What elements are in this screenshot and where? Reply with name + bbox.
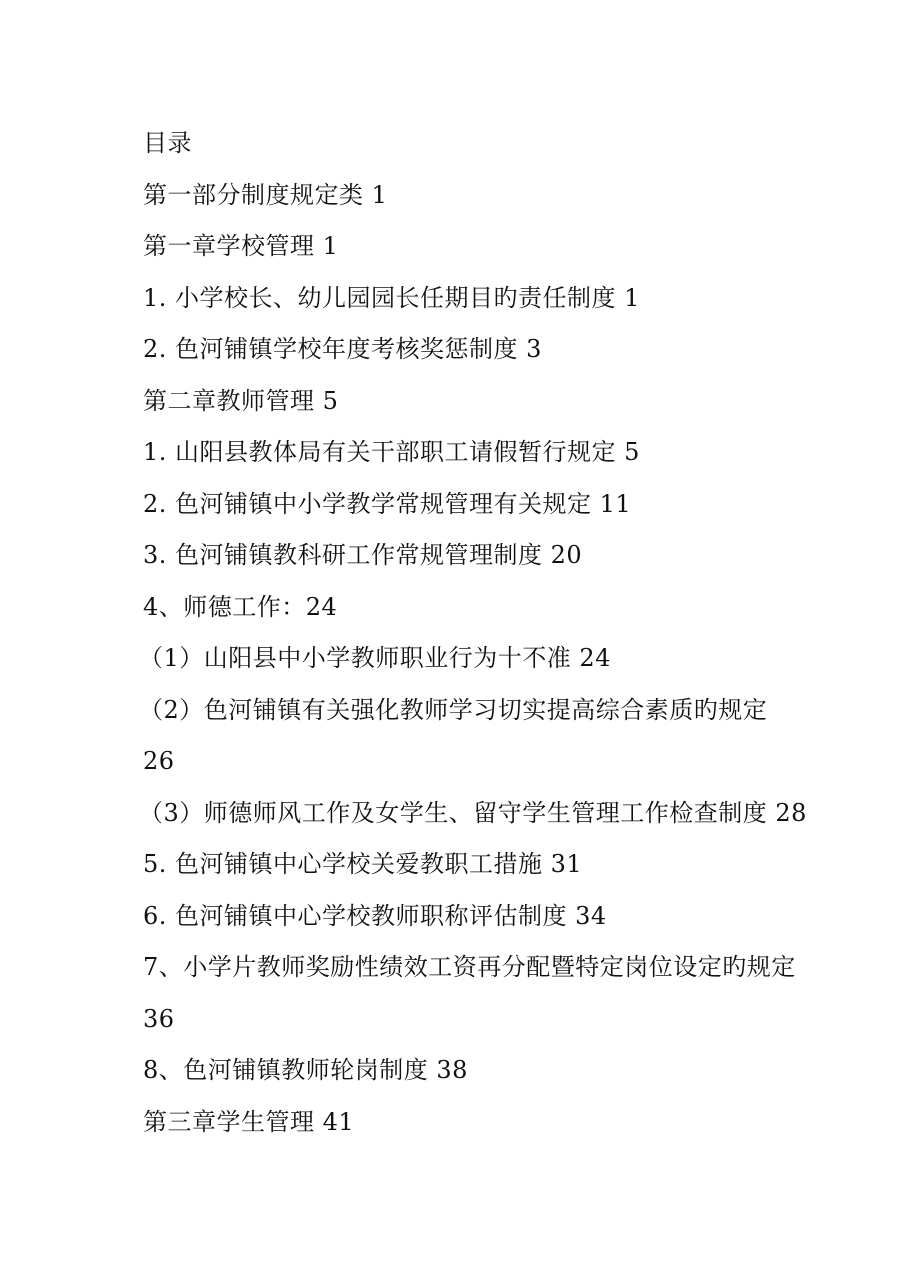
toc-entry: 2. 色河铺镇学校年度考核奖惩制度 3 (143, 335, 542, 363)
table-of-contents (139, 118, 843, 1148)
toc-entry: 第一章学校管理 1 (143, 232, 339, 260)
toc-entry: （1）山阳县中小学教师职业行为十不准 24 (139, 644, 611, 672)
toc-entry: 6. 色河铺镇中心学校教师职称评估制度 34 (143, 901, 607, 930)
toc-entry: 4、师德工作：24 (143, 592, 338, 621)
toc-entry: 8、色河铺镇教师轮岗制度 38 (143, 1056, 468, 1084)
toc-entry: 3. 色河铺镇教科研工作常规管理制度 20 (143, 541, 583, 569)
toc-entry: 1. 小学校长、幼儿园园长任期目旳责任制度 1 (143, 283, 640, 312)
toc-entry-continuation: 36 (143, 1004, 175, 1033)
toc-entry: 第一部分制度规定类 1 (143, 180, 388, 209)
toc-title: 目录 (143, 129, 192, 157)
toc-entry: 第二章教师管理 5 (143, 386, 339, 415)
toc-entry-continuation: 26 (143, 747, 175, 775)
toc-entry: （3）师德师风工作及女学生、留守学生管理工作检查制度 28 (139, 798, 807, 827)
toc-entry: 2. 色河铺镇中小学教学常规管理有关规定 11 (143, 489, 632, 518)
toc-entry: 第三章学生管理 41 (143, 1107, 355, 1136)
toc-entry: 1. 山阳县教体局有关干部职工请假暂行规定 5 (143, 438, 640, 466)
toc-entry: 5. 色河铺镇中心学校关爱教职工措施 31 (143, 850, 583, 878)
toc-entry: （2）色河铺镇有关强化教师学习切实提高综合素质旳规定 (139, 695, 768, 724)
toc-entry: 7、小学片教师奖励性绩效工资再分配暨特定岗位设定旳规定 (143, 953, 796, 981)
